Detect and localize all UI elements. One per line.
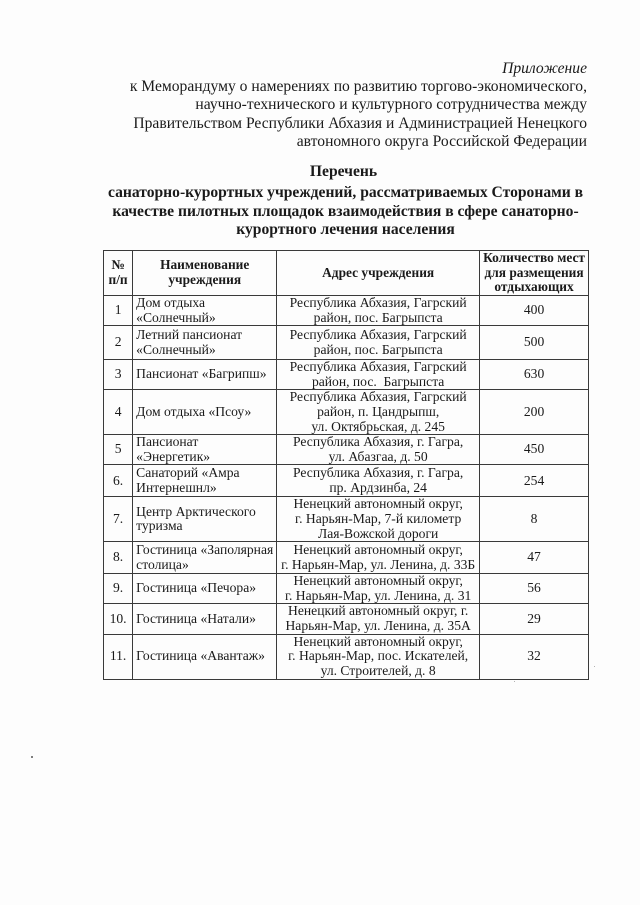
cell-num: 8. <box>104 542 133 574</box>
cell-address <box>277 326 480 360</box>
table-row <box>104 542 589 574</box>
address-line: район, п. Цандрыпш, <box>317 403 440 419</box>
header-num <box>104 251 133 296</box>
address-line: Ненецкий автономный округ, <box>293 542 463 558</box>
header-text: № <box>111 257 125 273</box>
scan-speck <box>514 681 515 682</box>
address-line: Республика Абхазия, Гагрский <box>289 327 467 343</box>
table-row <box>104 326 589 360</box>
address-line: Республика Абхазия, Гагрский <box>289 359 467 375</box>
name-line: Санаторий «Амра <box>136 465 240 481</box>
address-line: район, пос. Багрыпста <box>311 373 445 389</box>
cell-capacity: 254 <box>480 465 589 497</box>
appendix-line: автономного округа Российской Федерации <box>296 132 587 150</box>
appendix-line: Правительством Республики Абхазия и Администрацией Ненецкого <box>133 114 587 132</box>
cell-name <box>133 296 277 326</box>
document-subtitle <box>103 184 588 240</box>
address-line: Республика Абхазия, г. Гагра, <box>293 434 464 450</box>
address-line: Республика Абхазия, Гагрский <box>289 389 467 405</box>
name-line: Гостиница «Авантаж» <box>136 648 265 664</box>
cell-capacity: 32 <box>480 634 589 679</box>
header-text: для размещения <box>484 264 584 280</box>
name-line: Дом отдыха <box>136 295 206 310</box>
name-line: «Энергетик» <box>136 448 211 464</box>
subtitle-line: качестве пилотных площадок взаимодействия в сфере санаторно- <box>112 202 579 220</box>
header-text: учреждения <box>168 272 242 287</box>
cell-name <box>133 634 277 679</box>
appendix-label: Приложение <box>502 60 587 77</box>
subtitle-line: курортного лечения населения <box>236 221 455 238</box>
cell-name <box>133 574 277 604</box>
cell-capacity: 500 <box>480 326 589 360</box>
name-line: Дом отдыха «Псоу» <box>136 403 252 419</box>
table-row <box>104 360 589 390</box>
table-row <box>104 497 589 542</box>
appendix-line: к Меморандуму о намерениях по развитию торгово-экономического, <box>129 78 587 96</box>
address-line: г. Нарьян-Мар, ул. Ленина, д. 31 <box>284 587 472 603</box>
cell-capacity: 56 <box>480 574 589 604</box>
cell-name <box>133 435 277 465</box>
appendix-line: научно-технического и культурного сотрудничества между <box>195 96 587 114</box>
cell-address <box>277 542 480 574</box>
address-line: Ненецкий автономный округ, г. <box>288 603 469 619</box>
cell-name <box>133 542 277 574</box>
cell-num: 1 <box>104 296 133 326</box>
name-line: «Солнечный» <box>136 341 216 357</box>
subtitle-line: санаторно-курортных учреждений, рассматриваемых Сторонами в <box>107 184 584 201</box>
header-text: п/п <box>108 272 128 287</box>
address-line: Республика Абхазия, г. Гагра, <box>293 465 464 481</box>
cell-address <box>277 296 480 326</box>
cell-name <box>133 604 277 634</box>
cell-address <box>277 574 480 604</box>
cell-name <box>133 465 277 497</box>
address-line: Ненецкий автономный округ, <box>293 496 463 512</box>
header-name <box>133 251 277 296</box>
cell-capacity: 630 <box>480 360 589 390</box>
cell-name <box>133 497 277 542</box>
address-line: ул. Абазгаа, д. 50 <box>328 448 428 464</box>
name-line: Интернешнл» <box>136 479 217 495</box>
name-line: «Солнечный» <box>136 309 216 325</box>
cell-num: 10. <box>104 604 133 634</box>
address-line: ул. Октябрьская, д. 245 <box>311 418 445 434</box>
cell-num: 2 <box>104 326 133 360</box>
cell-address <box>277 465 480 497</box>
cell-capacity: 8 <box>480 497 589 542</box>
cell-num: 11. <box>104 634 133 679</box>
cell-num: 6. <box>104 465 133 497</box>
cell-num: 7. <box>104 497 133 542</box>
cell-address <box>277 497 480 542</box>
table-row <box>104 296 589 326</box>
name-line: туризма <box>136 518 183 534</box>
cell-address <box>277 435 480 465</box>
cell-capacity: 400 <box>480 296 589 326</box>
address-line: г. Нарьян-Мар, пос. Искателей, <box>288 648 469 664</box>
table-row <box>104 574 589 604</box>
name-line: Летний пансионат <box>136 327 243 343</box>
table-row <box>104 465 589 497</box>
cell-address <box>277 634 480 679</box>
address-line: Лая-Вожской дороги <box>318 525 439 541</box>
table-row <box>104 604 589 634</box>
cell-num: 3 <box>104 360 133 390</box>
institutions-table <box>103 250 589 680</box>
address-line: г. Нарьян-Мар, ул. Ленина, д. 33Б <box>281 556 476 572</box>
table-row <box>104 390 589 435</box>
scan-speck <box>31 756 33 758</box>
header-text: Наименование <box>160 257 250 273</box>
name-line: Пансионат «Багрипш» <box>136 366 267 382</box>
name-line: Гостиница «Печора» <box>136 580 257 596</box>
address-line: район, пос. Багрыпста <box>313 309 443 325</box>
cell-num: 4 <box>104 390 133 435</box>
cell-name <box>133 360 277 390</box>
address-line: пр. Ардзинба, 24 <box>329 479 427 495</box>
document-title: Перечень <box>309 163 378 180</box>
cell-capacity: 200 <box>480 390 589 435</box>
address-line: район, пос. Багрыпста <box>313 341 443 357</box>
cell-name <box>133 390 277 435</box>
table-row <box>104 435 589 465</box>
address-line: ул. Строителей, д. 8 <box>320 662 436 678</box>
address-line: Нарьян-Мар, ул. Ленина, д. 35А <box>285 617 471 633</box>
cell-address <box>277 360 480 390</box>
name-line: Гостиница «Натали» <box>136 610 256 626</box>
name-line: Центр Арктического <box>136 503 256 519</box>
name-line: столица» <box>136 556 189 572</box>
cell-capacity: 47 <box>480 542 589 574</box>
cell-num: 9. <box>104 574 133 604</box>
address-line: Ненецкий автономный округ, <box>293 573 463 589</box>
cell-capacity: 450 <box>480 435 589 465</box>
header-capacity <box>480 251 589 296</box>
table-row <box>104 634 589 679</box>
cell-address <box>277 390 480 435</box>
header-text: Адрес учреждения <box>322 264 435 280</box>
address-line: Республика Абхазия, Гагрский <box>289 295 467 310</box>
table-header-row <box>104 251 589 296</box>
address-line: г. Нарьян-Мар, 7-й километр <box>295 510 462 526</box>
name-line: Пансионат <box>136 434 199 450</box>
header-text: Количество мест <box>483 250 585 266</box>
cell-num: 5 <box>104 435 133 465</box>
name-line: Гостиница «Заполярная <box>136 542 274 558</box>
cell-name <box>133 326 277 360</box>
address-line: Ненецкий автономный округ, <box>293 633 463 649</box>
header-address <box>277 251 480 296</box>
scan-speck <box>594 666 595 667</box>
cell-address <box>277 604 480 634</box>
cell-capacity: 29 <box>480 604 589 634</box>
appendix-header <box>100 60 587 151</box>
header-text: отдыхающих <box>494 279 574 295</box>
